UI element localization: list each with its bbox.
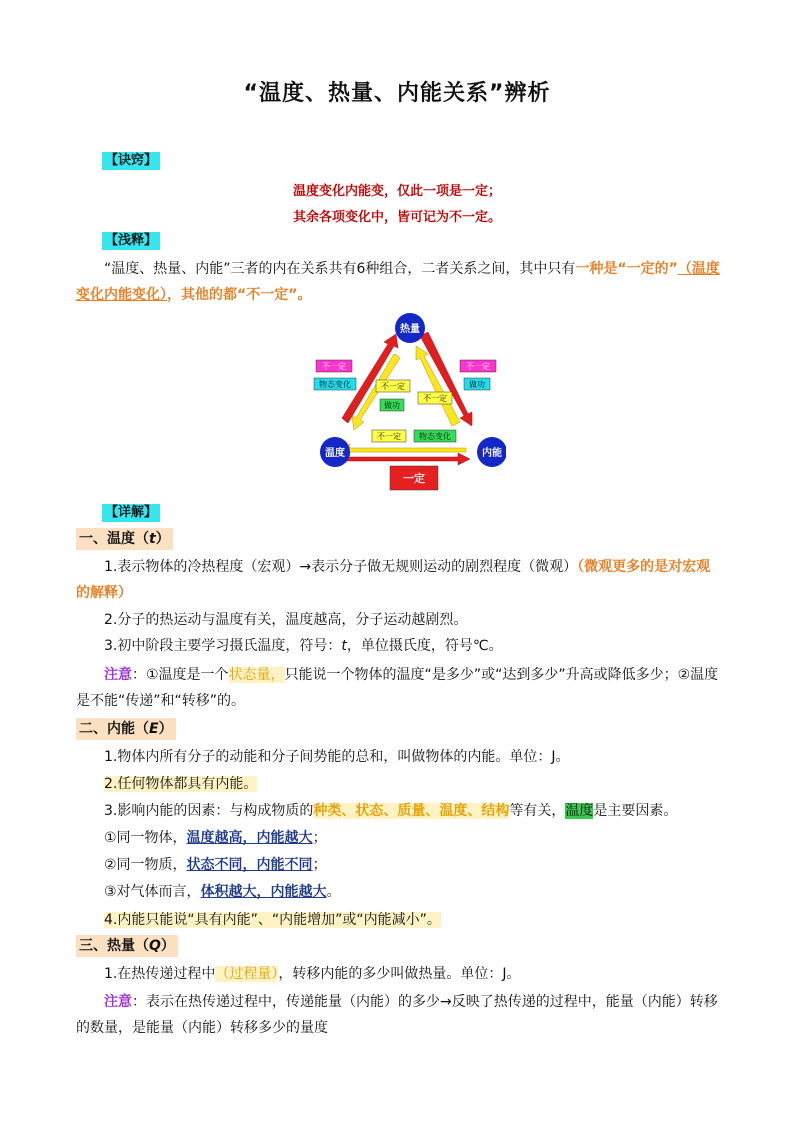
label-bottom-state-change: 物态变化 xyxy=(419,432,451,441)
sec2-p3-green: 温度 xyxy=(565,803,594,819)
label-right-work: 做功 xyxy=(469,380,485,389)
sec3-symbol: Q xyxy=(149,938,161,954)
arrow-energy-to-temp xyxy=(338,444,466,456)
sec2-item-1 xyxy=(76,825,721,851)
sec1-paragraph-1 xyxy=(76,554,721,606)
sec2-p4-text: 4.内能只能说“具有内能”、“内能增加”或“内能减小”。 xyxy=(104,912,441,928)
sec2-p2-text: 2.任何物体都具有内能。 xyxy=(104,776,258,792)
label-bottom-uncertain: 不一定 xyxy=(377,432,401,441)
sec3-p1-highlight: （过程量） xyxy=(215,966,279,982)
sec3-note-label: 注意 xyxy=(104,994,132,1010)
sec2-i3-b: 体积越大，内能越大 xyxy=(200,884,327,900)
sec2-p3-text-b: 等有关， xyxy=(509,803,566,819)
node-heat-label: 热量 xyxy=(400,324,420,335)
sec1-note-highlight: 状态量， xyxy=(228,667,285,683)
sec2-p3-text-c: 是主要因素。 xyxy=(593,803,678,819)
brief-text-2: ，其他的都“不一定”。 xyxy=(167,287,312,303)
sec1-paragraph-2: 2.分子的热运动与温度有关，温度越高，分子运动越剧烈。 xyxy=(104,612,468,628)
sec3-note-rest: ：表示在热传递过程中，传递能量（内能）的多少→反映了热传递的过程中，能量（内能）转移的数量，是能量（内能）转移多少的量度 xyxy=(76,994,718,1036)
label-inner-left-uncertain: 不一定 xyxy=(381,382,405,391)
node-energy-label: 内能 xyxy=(482,448,502,459)
rhyme-line-2: 其余各项变化中，皆可记为不一定。 xyxy=(292,210,501,225)
sec2-i2-c: ； xyxy=(312,857,327,873)
sec2-i3-c: 。 xyxy=(326,884,341,900)
sec3-note xyxy=(76,989,721,1041)
sec2-head: 二、内能（ xyxy=(79,721,149,737)
brief-text-1: “温度、热量、内能”三者的内在关系共有6种组合，二者关系之间，其中只有 xyxy=(104,261,576,277)
sec1-tail: ） xyxy=(155,531,170,547)
sec1-p3-symbol: t xyxy=(341,638,347,654)
relationship-diagram xyxy=(306,312,506,494)
sec2-paragraph-3 xyxy=(76,798,721,824)
sec2-paragraph-2 xyxy=(76,771,721,797)
label-inner-right-uncertain: 不一定 xyxy=(423,394,447,403)
sec1-p3-text-a: 3.初中阶段主要学习摄氏温度，符号： xyxy=(104,638,342,654)
page-title: “温度、热量、内能关系”辨析 xyxy=(243,81,551,106)
arrow-temp-to-energy xyxy=(346,453,470,465)
sec3-p1-text-a: 1.在热传递过程中 xyxy=(104,966,216,982)
sec2-i1-b: 温度越高，内能越大 xyxy=(186,830,313,846)
sec1-symbol: t xyxy=(149,531,156,547)
tag-mnemonic: 【诀窍】 xyxy=(102,152,160,170)
sec1-note-rest: 只能说一个物体的温度“是多少”或“达到多少”升高或降低多少；②温度是不能“传递”和“转移”的。 xyxy=(76,667,719,709)
sec1-p1-text: 1.表示物体的冷热程度（宏观）→表示分子做无规则运动的剧烈程度（微观） xyxy=(104,559,578,575)
section-energy-heading xyxy=(76,718,176,740)
sec2-i3-a: ③对气体而言， xyxy=(104,884,201,900)
sec2-i2-b: 状态不同，内能不同 xyxy=(186,857,313,873)
rhyme-line-1: 温度变化内能变，仅此一项是一定； xyxy=(292,184,501,199)
sec1-note xyxy=(76,662,721,714)
label-left-uncertain: 不一定 xyxy=(322,362,346,371)
sec2-paragraph-4 xyxy=(76,907,721,933)
sec2-paragraph-1: 1.物体内所有分子的动能和分子间势能的总和，叫做物体的内能。单位：J。 xyxy=(104,749,570,765)
node-temp-label: 温度 xyxy=(325,448,345,459)
tag-brief: 【浅释】 xyxy=(102,232,160,250)
sec2-i2-a: ②同一物质， xyxy=(104,857,187,873)
sec2-item-3 xyxy=(76,879,721,905)
brief-paragraph xyxy=(76,256,721,308)
sec3-tail: ） xyxy=(160,938,175,954)
sec1-paragraph-3 xyxy=(76,633,721,659)
label-right-uncertain: 不一定 xyxy=(466,362,490,371)
section-heat-heading xyxy=(76,935,178,957)
label-certain: 一定 xyxy=(403,472,425,485)
sec2-i1-c: ； xyxy=(312,830,327,846)
sec3-paragraph-1 xyxy=(76,961,721,987)
brief-highlight-2: （温度变化内能变化） xyxy=(76,261,720,303)
sec1-note-label: 注意 xyxy=(104,667,132,683)
sec1-p1-highlight: （微观更多的是对宏观的解释） xyxy=(76,559,711,601)
sec2-p3-text-a: 3.影响内能的因素：与构成物质的 xyxy=(104,803,314,819)
sec3-p1-text-b: ，转移内能的多少叫做热量。单位：J。 xyxy=(278,966,521,982)
sec1-note-colon: ：①温度是一个 xyxy=(132,667,229,683)
label-left-state-change: 物态变化 xyxy=(319,380,351,389)
sec2-item-2 xyxy=(76,852,721,878)
sec1-p3-text-b: ，单位摄氏度，符号℃。 xyxy=(346,638,503,654)
sec2-p3-highlight: 种类、状态、质量、温度、结构 xyxy=(313,803,510,819)
sec2-tail: ） xyxy=(158,721,173,737)
sec1-head: 一、温度（ xyxy=(79,531,149,547)
sec3-head: 三、热量（ xyxy=(79,938,149,954)
tag-detail: 【详解】 xyxy=(102,504,160,522)
label-inner-left-work: 做功 xyxy=(384,401,400,410)
section-temperature-heading xyxy=(76,528,173,550)
sec2-i1-a: ①同一物体， xyxy=(104,830,187,846)
brief-highlight-1: 一种是“一定的” xyxy=(575,261,678,277)
sec2-symbol: E xyxy=(149,721,159,737)
